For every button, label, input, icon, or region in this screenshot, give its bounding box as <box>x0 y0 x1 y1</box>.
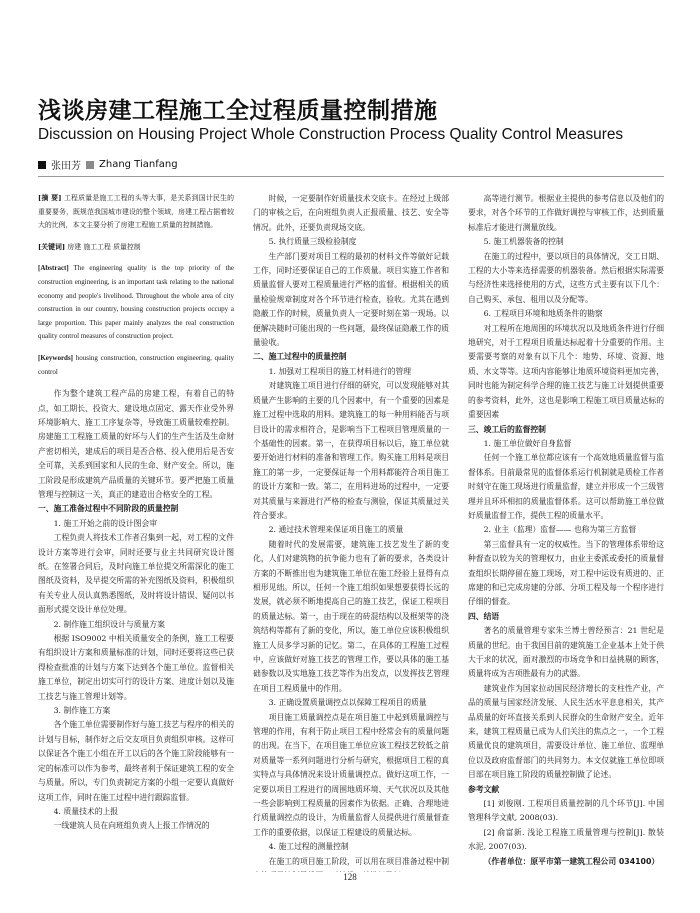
body-paragraph: 3. 制作施工方案 <box>53 706 111 716</box>
section-heading: 三、竣工后的监督控制 <box>468 424 546 434</box>
body-paragraph: 著名的质量管理专家朱兰博士曾经预言：21 世纪是质量的世纪。由于我国目前的建筑施工企业基本上处于供大于求的状况，面对激烈的市场竞争和日益挑剔的顾客，质量将成为吉项胜最有力的武器。 <box>468 626 664 679</box>
title-en: Discussion on Housing Project Whole Construction Process Quality Control Measures <box>38 126 624 143</box>
column-3 <box>468 192 664 872</box>
abstract-en <box>38 262 234 344</box>
header-divider <box>38 176 664 177</box>
title-zh: 浅谈房建工程施工全过程质量控制措施 <box>38 98 438 124</box>
body-paragraph: 2. 业主（监理）监督—— 也称为第三方监督 <box>483 525 637 535</box>
column-1 <box>38 192 234 872</box>
section-heading: 参考文献 <box>468 784 500 794</box>
body-paragraph: 在施工的过程中，要以项目的具体情况，交工日期、工程的大小等来选择需要的机器装备。然后根据实际需要与经济性来选择使用的方式，这些方式主要有以下几个：自己购买、承包、租用以及分配等。 <box>468 251 664 304</box>
body-paragraph: 随着时代的发展需要，建筑施工技艺发生了新的变化，人们对建筑物的抗争能力也有了新的要求，各类设计方案的不断推出也为建筑施工单位在施工经验上显得有点相形见绌。所以，任何一个施工组织如果想要获得长远的发展，就必须不断地提高自己的施工技艺，保证工程项目的质量达标。第一，由于现在的砖混结构以及框架等的浇筑结构等都有了新的变化，所以，施工单位应该积极组织施工人员多学习新的记忆。第二，在具体的工程施工过程中，应该做好对施工技艺的管理工作，要以具体的施工基础参数以及实地施工技艺等作为出发点，以发挥技艺管理在项目工程质量中的作用。 <box>253 539 449 693</box>
body-paragraph: 工程负责人将技术工作者召集到一起，对工程的文件设计方案等进行会审，同时还要与业主共同研究设计图纸。在签署合同后，及时向施工单位提交所需深化的施工图纸及资料，及早提交所需的补充图纸及资料，积极组织有关专业人员认真熟悉图纸，及时将设计错误、疑问以书面形式提交设计单位处理。 <box>38 533 234 615</box>
keywords-zh <box>38 241 234 255</box>
reference-entry: [2] 俞富新. 浅论工程施工质量管理与控制[J]. 散装水泥, 2007(03). <box>468 827 664 852</box>
body-paragraph: 5. 执行质量三级检验制度 <box>268 237 357 247</box>
column-2 <box>253 192 449 872</box>
body-paragraph: 2. 制作施工组织设计与质量方案 <box>53 619 165 629</box>
body-paragraph: 5. 施工机器装备的控制 <box>483 237 564 247</box>
column-1-body <box>38 387 234 834</box>
column-3-body <box>468 192 664 869</box>
body-paragraph: 生产部门要对项目工程的最初的材料文件等做好记载工作，同时还要保证自己的工作质量。项目实施工作者和质量监督人要对工程质量进行严格的监督。根据相关的质量检验规章制度对各个环节进行检查，验收。尤其在遇到隐蔽工作的时候，质量负责人一定要时刻在第一现场。以便解决随时可能出现的一些问题，最终保证隐蔽工作的质量验收。 <box>253 251 449 348</box>
body-paragraph: 项目施工质量调控点是在项目施工中起到质量调控与管理的作用，有利于防止项目工程中经常会有的质量问题的出现。在当下，在项目施工单位应该工程技艺较低之前对质量等一系列问题进行分析与研究，根据项目工程的真实特点与具体情况来设计质量调控点。做好这项工作，一定要以项目工程进行的周围地质环境、天气状况以及其他一些会影响到工程质量的因素作为依据。正确、合理地进行质量调控点的设计，为质量监督人员提供进行质量督查工作的重要依据，以保证工程建设的质量达标。 <box>253 712 449 837</box>
abstract-en-label: [Abstract] <box>38 264 69 273</box>
body-paragraph: 一线建筑人员在向班组负责人上报工作情况的 <box>53 821 210 831</box>
body-paragraph: 1. 施工单位做好自身监督 <box>483 438 572 448</box>
body-paragraph: 第三监督具有一定的权威性。当下的管理体系带给这种督查以较为关的管理权力，由业主委派或委托的质量督查组织长期停留在施工现场，对工程中运设有质进的、正席建的和已完成房建的分部、分项工程及每一个程序进行仔细的督查。 <box>468 539 664 607</box>
abstract-en-text: The engineering quality is the top priority of the construction engineering, is an important task relating to the national economy and people's livelihood. Throughout the whole area of city construction in our country, housing construction projects occupy a large proportion. This paper mainly analyzes the real construction quality control measures of construction project. <box>38 264 234 341</box>
author-affiliation: （作者单位：原平市第一建筑工程公司 034100） <box>483 856 660 866</box>
grey-square-icon <box>86 161 94 169</box>
section-heading: 四、结语 <box>468 611 500 621</box>
body-paragraph: 根据 ISO9002 中相关质量安全的条例，施工工程要有组织设计方案和质量标准的计划，同时还要将这些已获得检查批准的计划与方案下达到各个施工单位。监督相关施工单位，制定出切实可行的设计方案、进度计划以及施工技艺与施工管理计划等。 <box>38 634 234 701</box>
keywords-en-text: housing construction, construction engineering, quality control <box>38 353 234 376</box>
body-paragraph: 4. 施工过程的测量控制 <box>268 842 349 852</box>
body-paragraph: 在施工的项目施工阶段，可以用在项目准备过程中制 <box>268 856 449 866</box>
page-number: 128 <box>343 872 357 882</box>
abstract-zh-label: [摘 要] <box>38 194 62 202</box>
author-zh: 张田芳 <box>51 161 81 172</box>
body-paragraph: 对工程所在地周围的环境状况以及地质条件进行仔细地研究，对于工程项目质量达标起着十分重要的作用。主要需要考察的对象有以下几个：地势、环境、资源、地质、水文等等。这项内容能够让地质环境资料更加完善，同时也能为制定科学合理的施工技艺与施工计划提供重要的参考资料，此外，这也是影响工程施工项目质量达标的重要因素 <box>468 323 664 420</box>
body-paragraph: 1. 加强对工程项目的施工材料进行的管理 <box>268 366 412 376</box>
keywords-en <box>38 352 234 379</box>
body-paragraph: 时候，一定要制作好质量技术交底卡。在经过上级部门的审核之后，在向班组负责人正报质量、技艺、安全等情况。此外，还要负责现场交底。 <box>253 194 449 232</box>
author-line <box>38 157 178 172</box>
body-paragraph: 1. 施工开始之前的设计图会审 <box>53 518 158 528</box>
section-heading: 二、施工过程中的质量控制 <box>253 352 347 362</box>
section-heading: 一、施工准备过程中不同阶段的质量控制 <box>38 504 179 514</box>
keywords-zh-text: 房建 施工工程 质量控制 <box>67 242 141 251</box>
body-paragraph: 建筑业作为国家拉动国民经济增长的支柱性产业，产品的质量与国家经济发展、人民生活水平息息相关，其产品质量的好坏直接关系到人民群众的生命财产安全。近年来，建筑工程质量已成为人们关注的焦点之一，一个工程质量优良的建筑项目，需要设计单位、施工单位、监理单位以及政府监督部门的共同努力。本文仅就施工单位即项目部在项目施工阶段的质量控制做了论述。 <box>468 683 664 780</box>
abstract-zh-text: 工程质量是施工工程的头等大事，是关系到国计民生的重要要务，既规范我国城市建设的整个领域，房建工程占据着较大的比例，本文主要分析了房建工程施工质量的控制措施。 <box>38 194 234 230</box>
body-paragraph: 高等进行测节。根据业主提供的参考信息以及他们的要求，对各个环节的工作做好调控与审核工作，达到质量标准后才能进行测量放线。 <box>468 194 664 232</box>
body-paragraph: 4. 质量技术的上报 <box>53 806 119 816</box>
keywords-en-label: [Keywords] <box>38 353 73 362</box>
body-paragraph: 任何一个施工单位都应该有一个高效地质量监督与监督体系。目前最常见的监督体系运行机制就是质检工作者时刻守在施工现场进行质量监督，建立并形成一个三级管理并且环环相扣的质量监督体系。这可以帮助施工单位做好质量监督工作，提供工程的质量水平。 <box>468 453 664 520</box>
body-paragraph: 对建筑施工项目进行仔细的研究，可以发现能够对其质量产生影响的主要的几个因素中，有一个重要的因素是施工过程中选取的用料。建筑施工的每一种用料能否与项目设计的需求相符合，是影响当下工程项目管理质量的一个基础性的因素。第一，在获得项目标以后，施工单位就要开始进行材料的准备和管理工作。购买施工用料是项目施工的第一步，一定要保证每一个用料都能符合项目施工的设计方案和一致。第二，在用料进场的过程中，一定要对其质量与来源进行严格的检查与测验，保证其质量过关符合要求。 <box>253 381 449 520</box>
body-paragraph: 作为整个建筑工程产品的房建工程，有着自己的特点，如工期长、投资大、建设地点固定、露天作业受外界环境影响大、施工工序复杂等，导致施工质量较难控制。房建施工工程施工质量的好坏与人们的生产生活及生命财产密切相关，建成后的项目是否合格、投入使用后是否安全可靠，关系到国家和人民的生命、财产安全。所以，施工阶段是形成建筑产品质量的关键环节。要严把施工质量管理与控制这一关，真正的建造出合格安全的工程。 <box>38 389 234 499</box>
column-2-body <box>253 192 449 872</box>
body-paragraph: 3. 正确设置质量调控点以保障工程项目的质量 <box>268 698 427 708</box>
author-en: Zhang Tianfang <box>99 159 178 170</box>
body-paragraph: 6. 工程项目环境和地质条件的勘察 <box>483 309 603 319</box>
body-paragraph: 各个施工单位需要制作好与施工技艺与程序的相关的计划与目标，制作好之后交友项目负责组织审核。这样可以保证各个施工小组在开工以后的各个施工阶段能够有一定的标准可以作为参考，最终者利于保证建筑工程的安全与质量。所以，专门负责制定方案的小组一定要认真做好这项工作，同时在施工过程中进行跟踪监督。 <box>38 720 234 802</box>
black-square-icon <box>38 161 46 169</box>
abstract-zh <box>38 192 234 233</box>
keywords-zh-label: [关键词] <box>38 242 66 251</box>
reference-entry: [1] 刘俊刚. 工程项目质量控制的几个环节[J]. 中国管理科学文献, 2008(03). <box>468 799 664 823</box>
body-paragraph: 2. 通过技术管理来保证项目施工的质量 <box>268 525 404 535</box>
